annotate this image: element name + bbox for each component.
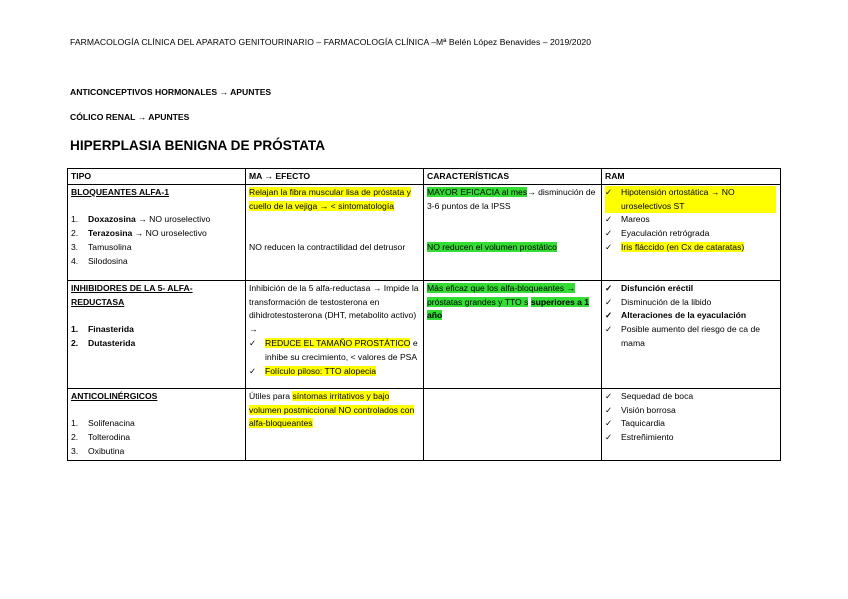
- ram-item: ✓ Posible aumento del riesgo de ca de mama: [605, 323, 776, 351]
- table-row: [68, 184, 781, 280]
- ma-text: NO reducen la contractilidad del detrusor: [249, 241, 406, 252]
- group-name: INHIBIDORES DE LA 5- ALFA-REDUCTASA: [71, 282, 193, 307]
- col-tipo: TIPO: [68, 169, 246, 185]
- ram-item: ✓ Hipotensión ortostática → NO uroselectivos ST: [605, 186, 776, 214]
- check-icon: ✓: [605, 390, 613, 401]
- check-icon: ✓: [605, 282, 613, 293]
- caracteristicas-cell: [424, 280, 602, 388]
- ram-item: ✓ Eyaculación retrógrada: [605, 227, 776, 241]
- carac-text: MAYOR EFICACIA al mes: [427, 186, 528, 197]
- check-icon: ✓: [605, 432, 613, 443]
- caracteristicas-cell: [424, 184, 602, 280]
- ma-check-item: ✓ REDUCE EL TAMAÑO PROSTÁTICO e inhibe su crecimiento, < valores de PSA: [249, 337, 419, 365]
- ram-item: ✓ Sequedad de boca: [605, 390, 776, 404]
- ma-cell: [246, 388, 424, 460]
- ram-item: ✓ Iris fláccido (en Cx de cataratas): [605, 241, 776, 255]
- drug-item: 1. Finasterida: [71, 324, 134, 335]
- check-icon: ✓: [605, 404, 613, 415]
- group-name: ANTICOLINÉRGICOS: [71, 390, 158, 401]
- drug-item: 1. Solifenacina: [71, 418, 135, 429]
- check-icon: ✓: [605, 418, 613, 429]
- carac-text: NO reducen el volumen prostático: [427, 241, 557, 252]
- ma-text: Útiles para: [249, 390, 293, 401]
- ram-item: ✓ Disfunción eréctil: [605, 282, 776, 296]
- col-ram: RAM: [602, 169, 781, 185]
- drug-item: 2. Dutasterida: [71, 337, 136, 348]
- ma-text: Relajan la fibra muscular lisa de próstata y cuello de la vejiga → < sintomatología: [249, 186, 411, 211]
- ma-text: síntomas irritativos y bajo volumen postmiccional NO controlados con alfa-bloqueantes: [249, 390, 415, 429]
- col-caracteristicas: CARACTERÍSTICAS: [424, 169, 602, 185]
- check-icon: ✓: [605, 228, 613, 239]
- check-icon: ✓: [605, 214, 613, 225]
- table-row: [68, 388, 781, 460]
- page-title: HIPERPLASIA BENIGNA DE PRÓSTATA: [70, 138, 326, 153]
- ram-item: ✓ Visión borrosa: [605, 404, 776, 418]
- col-ma-efecto: MA → EFECTO: [246, 169, 424, 185]
- link-anticonceptivos[interactable]: ANTICONCEPTIVOS HORMONALES → APUNTES: [70, 87, 272, 97]
- ma-cell: [246, 184, 424, 280]
- drug-item: 2. Tolterodina: [71, 432, 131, 443]
- group-name: BLOQUEANTES ALFA-1: [71, 186, 170, 197]
- carac-text: → disminución de 3-6 puntos de la IPSS: [427, 186, 596, 211]
- ma-text: Inhibición de la 5 alfa-reductasa → Impide la transformación de testosterona en dihidrotestosterona (DHT, metabolito activo) →: [249, 282, 419, 335]
- tipo-cell: [68, 184, 246, 280]
- check-icon: ✓: [605, 324, 613, 335]
- table-row: [68, 280, 781, 388]
- drug-item: 3. Tamusolina: [71, 241, 132, 252]
- carac-text: superiores a 1 año: [427, 296, 590, 321]
- link-colico-renal[interactable]: CÓLICO RENAL → APUNTES: [70, 112, 190, 122]
- ma-cell: [246, 280, 424, 388]
- check-icon: ✓: [249, 365, 257, 376]
- ram-cell: [602, 280, 781, 388]
- carac-text: Más eficaz que los alfa-bloqueantes → próstatas grandes y TTO s: [427, 282, 576, 307]
- check-icon: ✓: [605, 186, 613, 197]
- drug-item: 2. Terazosina → NO uroselectivo: [71, 228, 207, 239]
- ram-item: ✓ Alteraciones de la eyaculación: [605, 309, 776, 323]
- ram-item: ✓ Taquicardia: [605, 417, 776, 431]
- table-header-row: [68, 169, 781, 185]
- ram-cell: [602, 388, 781, 460]
- hbp-table: [67, 168, 781, 461]
- drug-item: 3. Oxibutina: [71, 445, 125, 456]
- check-icon: ✓: [249, 337, 257, 348]
- check-icon: ✓: [605, 296, 613, 307]
- drug-item: 1. Doxazosina → NO uroselectivo: [71, 214, 211, 225]
- ram-item: ✓ Mareos: [605, 213, 776, 227]
- check-icon: ✓: [605, 241, 613, 252]
- ram-item: ✓ Estreñimiento: [605, 431, 776, 445]
- ram-cell: [602, 184, 781, 280]
- tipo-cell: [68, 280, 246, 388]
- caracteristicas-cell: [424, 388, 602, 460]
- drug-item: 4. Silodosina: [71, 255, 128, 266]
- check-icon: ✓: [605, 310, 613, 321]
- tipo-cell: [68, 388, 246, 460]
- page-header: FARMACOLOGÍA CLÍNICA DEL APARATO GENITOURINARIO – FARMACOLOGÍA CLÍNICA –Mª Belén López Benavides – 2019/2020: [70, 37, 592, 47]
- ma-check-item: ✓ Folículo piloso: TTO alopecia: [249, 365, 419, 379]
- ram-item: ✓ Disminución de la libido: [605, 296, 776, 310]
